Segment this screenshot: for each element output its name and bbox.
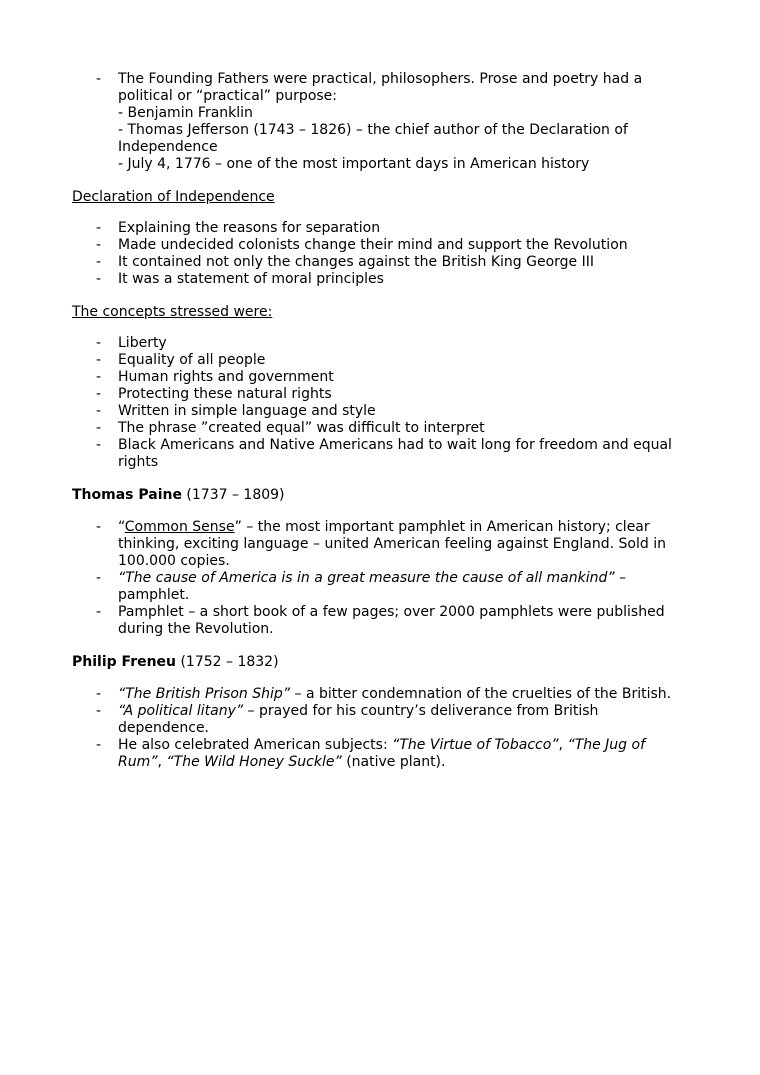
dash-bullet: - [96,437,102,453]
dash-bullet: - [96,271,102,287]
prison-ship-title: “The British Prison Ship” [118,686,291,702]
jug-of-rum-title: “The Jug of Rum” [118,737,646,770]
prison-ship-description: – a bitter condemnation of the cruelties of the British. [290,686,672,702]
dash-bullet: - [96,71,102,87]
document-body [72,71,688,771]
freneu-list [72,686,688,771]
common-sense-description: ” – the most important pamphlet in American history; clear thinking, exciting language – united American feeling against England. Sold in 100.000 copies. [118,519,666,569]
dash-bullet: - [96,737,102,753]
list-item [72,220,688,237]
dash-bullet: - [96,335,102,351]
dash-bullet: - [96,519,102,535]
freneu-heading [72,654,688,671]
list-item [72,386,688,403]
paine-list [72,519,688,638]
american-subjects-text: He also celebrated American subjects: [118,737,393,753]
list-item [72,604,688,638]
list-item [72,271,688,288]
list-item-text: Liberty [118,335,167,351]
cause-of-america-quote: “The cause of America is in a great measure the cause of all mankind” [118,570,615,586]
list-item [72,237,688,254]
paine-dates: (1737 – 1809) [181,487,285,503]
list-item [72,254,688,271]
open-quote: “ [118,519,125,535]
list-item-text: Protecting these natural rights [118,386,332,402]
list-item-text: Explaining the reasons for separation [118,220,381,236]
dash-bullet: - [96,220,102,236]
dash-bullet: - [96,386,102,402]
dash-bullet: - [96,686,102,702]
separator: , [558,737,568,753]
paine-name: Thomas Paine [72,487,182,503]
concepts-heading: The concepts stressed were: [72,304,273,320]
list-item-text: Black Americans and Native Americans had to wait long for freedom and equal rights [118,437,672,470]
political-litany-title: “A political litany” [118,703,244,719]
declaration-heading: Declaration of Independence [72,189,275,205]
list-item [72,703,688,737]
freneu-name: Philip Freneu [72,654,177,670]
dash-bullet: - [96,420,102,436]
common-sense-title: Common Sense [124,519,235,535]
list-item [72,420,688,437]
pamphlet-definition: Pamphlet – a short book of a few pages; over 2000 pamphlets were published during the Revolution. [118,604,665,637]
list-item [72,737,688,771]
list-item-text: Written in simple language and style [118,403,376,419]
native-plant-note: (native plant). [341,754,446,770]
list-item [72,369,688,386]
declaration-list [72,220,688,288]
list-item [72,71,688,173]
dash-bullet: - [96,254,102,270]
list-item-text: Equality of all people [118,352,266,368]
list-item-text: It contained not only the changes against the British King George III [118,254,594,270]
founding-fathers-text: The Founding Fathers were practical, philosophers. Prose and poetry had a political or “practical” purpose: [118,71,643,104]
intro-list [72,71,688,173]
dash-bullet: - [96,403,102,419]
concepts-list [72,335,688,471]
pamphlet-note: – pamphlet. [118,570,627,603]
dash-bullet: - [96,369,102,385]
sub-item-july-4: - July 4, 1776 – one of the most important days in American history [118,156,590,172]
dash-bullet: - [96,604,102,620]
separator: , [157,754,167,770]
list-item [72,352,688,369]
list-item-text: It was a statement of moral principles [118,271,384,287]
dash-bullet: - [96,570,102,586]
list-item [72,519,688,570]
list-item [72,335,688,352]
dash-bullet: - [96,237,102,253]
political-litany-description: – prayed for his country’s deliverance from British dependence. [118,703,599,736]
list-item [72,570,688,604]
list-item-text: Human rights and government [118,369,334,385]
dash-bullet: - [96,703,102,719]
sub-item-franklin: - Benjamin Franklin [118,105,253,121]
dash-bullet: - [96,352,102,368]
sub-item-jefferson: - Thomas Jefferson (1743 – 1826) – the chief author of the Declaration of Independence [118,122,628,155]
virtue-of-tobacco-title: “The Virtue of Tobacco” [392,737,559,753]
list-item [72,403,688,420]
list-item [72,686,688,703]
freneu-dates: (1752 – 1832) [176,654,279,670]
list-item-text: Made undecided colonists change their mind and support the Revolution [118,237,628,253]
paine-heading [72,487,688,504]
list-item [72,437,688,471]
wild-honey-suckle-title: “The Wild Honey Suckle” [166,754,342,770]
list-item-text: The phrase ”created equal” was difficult to interpret [118,420,485,436]
